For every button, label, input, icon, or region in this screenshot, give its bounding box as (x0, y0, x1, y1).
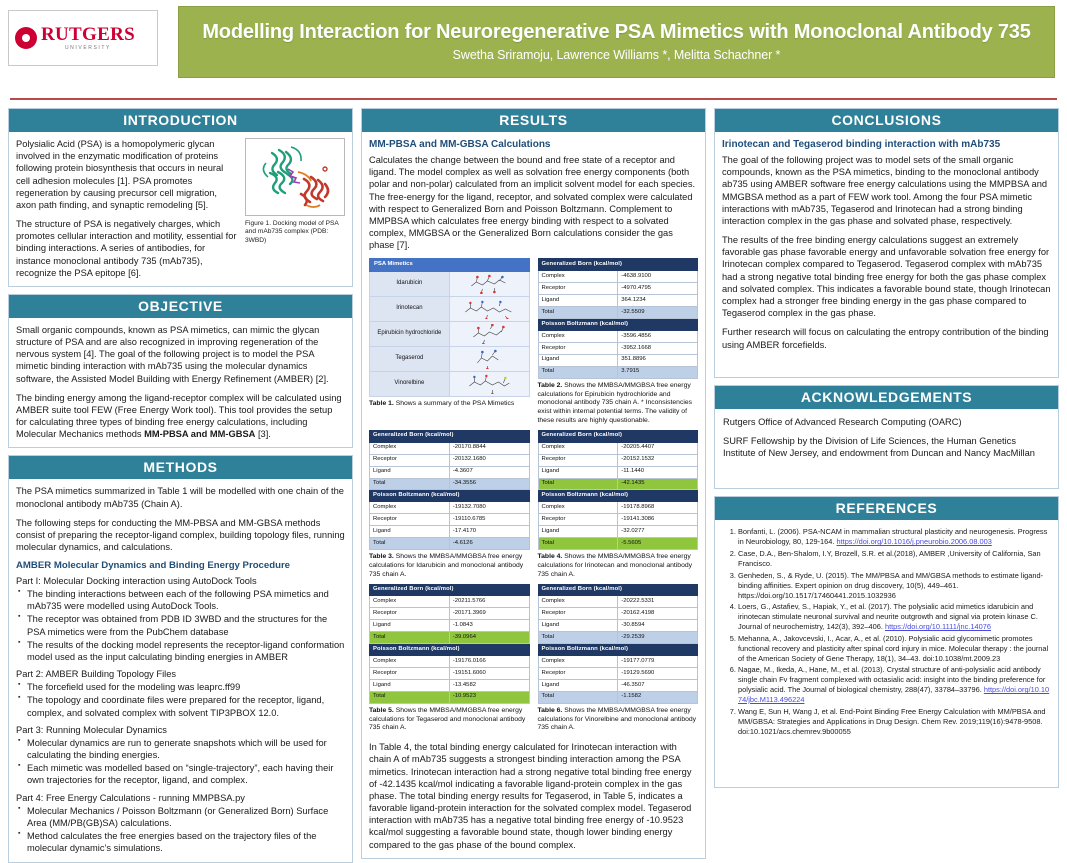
conclusions-paragraph-3: Further research will focus on calculating the entropy contribution of the binding using AMBER forcefields. (722, 327, 1049, 350)
reference-text: Mehanna, A., Jakovcevski, I., Acar, A., et al. (2010). Polysialic acid glycomimetic promotes functional recovery and plasticity after spinal cord injury in mice. Molecular therapy : the journal of the American Society of Gene Therapy, 18(1), 34–43. doi:10.1038/mt.2009.23 (738, 633, 1049, 663)
objective-heading: OBJECTIVE (9, 295, 352, 318)
table-6-caption-label: Table 6. (537, 706, 563, 714)
row-label: Complex (538, 596, 618, 608)
table-row-total (370, 691, 530, 703)
row-value: -5.5605 (618, 538, 698, 550)
objective-paragraph-1: Small organic compounds, known as PSA mimetics, can mimic the glycan structure of PSA and are also recognized in improving regeneration of the nervous system [4]. The goal of the following project is to model the PSA mimetic binding interaction with mAb735 using the molecular dynamics software, the Assisted Model Building with Energy Refinement (AMBER) [2]. (16, 324, 329, 384)
table-row (538, 526, 698, 538)
list-item: ▪ The binding interactions between each of the following PSA mimetics and mAb735 were modelled using AutoDock Tools. (16, 588, 345, 612)
table-row (538, 454, 698, 466)
list-item: ▪ The results of the docking model represents the receptor-ligand conformation model used as the input calculating binding energies in AMBER (16, 639, 345, 663)
table-row-total (538, 307, 698, 319)
logo-wordmark: RUTGERS (41, 24, 135, 45)
row-label: Ligand (538, 466, 618, 478)
row-value: 3.7915 (618, 366, 698, 378)
table-row (370, 454, 530, 466)
table-row (538, 354, 698, 366)
poster-header (0, 0, 1067, 92)
row-label: Ligand (370, 679, 450, 691)
table-6-wrapper (538, 584, 699, 734)
conclusions-subheading: Irinotecan and Tegaserod binding interaction with mAb735 (722, 139, 1001, 150)
results-closing-paragraph: In Table 4, the total binding energy calculated for Irinotecan interaction with chain A of mAb735 suggests a strongest binding interaction among the PSA mimetics. Irinotecan interaction had a strong negative total binding free energy of -42.1435 kcal/mol indicating a favorable ligand-protein complex in the gas phase. The total binding energy results for Tegaserod, in Table 5, indicates a favorable ligand-protein interaction for the solvated complex model. Tegaserod interaction with mAb735 has a negative total binding free energy of -10.9523 kcal/mol suggesting a favorable bound state, though lower binding energy compared to the gas phase of the bound complex. (369, 742, 692, 850)
list-item (738, 602, 1050, 632)
molecule-icon (452, 374, 527, 394)
table-3-caption-label: Table 3. (369, 553, 394, 561)
table-2-caption-label: Table 2. (537, 381, 563, 389)
table-row (370, 679, 530, 691)
row-value: -20171.3969 (449, 608, 529, 620)
row-value: -17.4170 (449, 526, 529, 538)
row-value: -46.3507 (618, 679, 698, 691)
table-6-pb-header: Poisson Boltzmann (kcal/mol) (538, 644, 698, 656)
reference-link[interactable]: https://doi.org/10.1016/j.pneurobio.2006.08.003 (836, 537, 992, 547)
methods-part-2-label: Part 2: AMBER Building Topology Files (16, 669, 177, 680)
row-value: -20205.4407 (618, 442, 698, 454)
table-6-caption-text: Shows the MMBSA/MMGBSA free energy calculations for Vinorelbine and monoclonal antibody 735 chain A. (537, 706, 697, 732)
table-row (370, 526, 530, 538)
reference-text: Nagae, M., Ikeda, A., Hane, M., et al. (2013). Crystal structure of anti-polysialic acid antibody single chain Fv fragment complexed with octasialic acid: insight into the binding preference for polysialic acid. The Journal of biological chemistry, 288(47), 33784–33796. (738, 665, 1046, 695)
table-4-pb-header: Poisson Boltzmann (kcal/mol) (538, 490, 698, 502)
table-5-caption-text: Shows the MMBSA/MMGBSA free energy calculations for Tegaserod and monoclonal antibody 735 chain A. (369, 706, 526, 732)
list-item (738, 634, 1050, 664)
table-3-pb-header: Poisson Boltzmann (kcal/mol) (370, 490, 530, 502)
row-label: Total (370, 691, 450, 703)
introduction-paragraph-1: Polysialic Acid (PSA) is a homopolymeric glycan involved in the enzymatic modification of proteins following protein biosynthesis that occurs in neural cell adhesion molecules [1]. PSA promotes regeneration by causing precursor cell migration, axon path finding, and synaptic remodeling [5]. (16, 139, 224, 210)
conclusions-paragraph-1: The goal of the following project was to model sets of the small organic compounds, known as the PSA mimetics, binding to the monoclonal antibody ab735 using AMBER software free energy calculations using the MMPBSA and MMGBSA method as a part of FEW work tool. Among the four PSA mimetic interactions with mAb735, Tegaserod and Irinotecan had a strong binding interaction complex in the gas phase and solvated phase, respectively. (722, 155, 1048, 226)
row-label: Complex (538, 656, 618, 668)
row-label: Total (538, 307, 618, 319)
table-1-caption (369, 400, 530, 409)
table-row (370, 608, 530, 620)
list-item (738, 527, 1050, 547)
table-row (538, 679, 698, 691)
row-value: -32.5509 (618, 307, 698, 319)
mimetic-structure (449, 372, 529, 397)
title-banner (178, 6, 1055, 78)
table-2-gb-header: Generalized Born (kcal/mol) (538, 259, 698, 271)
list-item: ▪ Molecular Mechanics / Poisson Boltzmann (or Generalized Born) Surface Area (MM/PB(GB)SA) calculations. (16, 805, 345, 829)
table-row (538, 620, 698, 632)
introduction-paragraph-2: The structure of PSA is negatively charges, which promotes cellular interaction and motility, essential for binding interactions. A series of antibodies, for instance monoclonal antibody 735 (mAb735), recognize the PSA epitope [6]. (16, 219, 237, 278)
row-label: Complex (370, 502, 450, 514)
table-row (370, 656, 530, 668)
poster-columns (0, 100, 1067, 854)
row-value: -11.1440 (618, 466, 698, 478)
figure-1-image (245, 138, 345, 216)
molecule-icon (452, 299, 527, 319)
table-row (538, 667, 698, 679)
row-label: Ligand (538, 295, 618, 307)
row-value: -19178.8968 (618, 502, 698, 514)
row-label: Total (370, 632, 450, 644)
list-item: ▪ Molecular dynamics are run to generate snapshots which will be used for calculating the binding energies. (16, 737, 345, 761)
mimetic-structure (449, 347, 529, 372)
table-1-caption-text: Shows a summary of the PSA Mimetics (393, 400, 515, 408)
row-value: -20211.5766 (449, 596, 529, 608)
table-row (538, 283, 698, 295)
section-objective (8, 294, 353, 449)
conclusions-paragraph-2: The results of the free binding energy calculations suggest an extremely favorable gas phase favorable energy and unfavorable solvation free energy for Irinotecan complex compared to Tegaserod. Tegaserod complex with mAb735 had a strong negative total binding free energy for both the gas phase complex and solvated complex. This indicates a favorable bound state, though Irinotecan complex had a stronger free binding energy in the gas phase compared to Tegaserod complex in the gas phase. (722, 235, 1051, 319)
results-table-row-3 (369, 584, 698, 734)
row-value: -4.3607 (449, 466, 529, 478)
table-row (370, 502, 530, 514)
mimetic-name: Idarubicin (370, 272, 450, 297)
methods-paragraph-1: The PSA mimetics summarized in Table 1 will be modelled with one chain of the monoclonal antibody mAb735 (Chain A). (16, 486, 344, 509)
table-3-gb-header: Generalized Born (kcal/mol) (370, 430, 530, 442)
list-item: ▪ Each mimetic was modelled based on “single-trajectory”, each having their own trajectories for the receptor, ligand, and complex. (16, 762, 345, 786)
reference-text: Loers, G., Astafiev, S., Hapiak, Y., et al. (2017). The polysialic acid mimetics idarubicin and irinotecan stimulate neuronal survival and neurite outgrowth and signal via protein kinase C. Journal of neurochemistry, 142(3), 392–406. (738, 602, 1038, 632)
objective-p2-part-a: The binding energy among the ligand-receptor complex will be calculated using AMBER suite tool FEW (Free Energy Work tool). This tool provides the setup for calculating three types of binding free energy calculations, including Molecular Mechanics methods (16, 392, 342, 440)
mimetic-name: Tegaserod (370, 347, 450, 372)
table-row (370, 514, 530, 526)
row-label: Receptor (538, 608, 618, 620)
methods-part-2-bullets (16, 681, 345, 719)
row-label: Ligand (538, 679, 618, 691)
results-intro-paragraph: Calculates the change between the bound and free state of a receptor and ligand. The model complex as well as solvation free energy components (both polar and non-polar) calculated from an implicit solvent model for each species. The free-energy for the ligand, receptor, and solvated complex were calculated with respect to Generalized Born and Poisson Boltzmann. Complement to MMPBSA which calculates free energy binding with respect to a solvated complex, MMGBSA or the Generalized Born calculations consider the gas phase [7]. (369, 155, 696, 251)
table-2-pb-header: Poisson Boltzmann (kcal/mol) (538, 319, 698, 331)
mimetic-name: Epirubicin hydrochloride (370, 322, 450, 347)
reference-text: Genheden, S., & Ryde, U. (2015). The MM/PBSA and MM/GBSA methods to estimate ligand-binding affinities. Expert opinion on drug discovery, 10(5), 449–461. https://doi.org/10.1517/17460441.2015.1032936 (738, 570, 1044, 600)
methods-heading: METHODS (9, 456, 352, 479)
row-value: -3952.1668 (618, 342, 698, 354)
row-value: -34.3556 (449, 478, 529, 490)
list-item (738, 707, 1050, 737)
table-row-total (370, 538, 530, 550)
figure-1 (245, 138, 345, 279)
row-value: -29.2539 (618, 632, 698, 644)
results-table-row-1 (369, 258, 698, 425)
row-label: Complex (370, 596, 450, 608)
row-label: Ligand (370, 526, 450, 538)
table-irinotecan-energies (538, 430, 699, 550)
table-6-caption (538, 707, 699, 733)
table-5-pb-header: Poisson Boltzmann (kcal/mol) (370, 644, 530, 656)
results-heading: RESULTS (362, 109, 705, 132)
section-methods (8, 455, 353, 863)
row-value: -20170.8844 (449, 442, 529, 454)
row-value: -19141.3086 (618, 514, 698, 526)
row-value: -10.9523 (449, 691, 529, 703)
row-value: -20222.5331 (618, 596, 698, 608)
table-2-caption-text: Shows the MMBSA/MMGBSA free energy calculations for Epirubicin hydrochloride and monoclonal antibody 735 chain A. * Inconsistencies exist within internal potential terms. The validity of these results are highly questionable. (537, 381, 693, 424)
row-label: Total (538, 366, 618, 378)
table-row (370, 596, 530, 608)
table-row-total (538, 538, 698, 550)
list-item: ▪ The receptor was obtained from PDB ID 3WBD and the structures for the PSA mimetics were from the PubChem database (16, 613, 345, 637)
reference-text: Bonfanti, L. (2006). PSA-NCAM in mammalian structural plasticity and neurogenesis. Progress in Neurobiology, 80, 129-164. (738, 527, 1048, 547)
row-value: -4638.9100 (618, 271, 698, 283)
section-references (714, 496, 1059, 788)
reference-text: Wang E, Sun H, Wang J, et al. End-Point Binding Free Energy Calculation with MM/PBSA and MM/GBSA: Strategies and Applications in Drug Design. Chem Rev. 2019;119(16):9478-9508. doi:10.1021/acs.chemrev.9b00055 (738, 706, 1046, 736)
table-row (370, 466, 530, 478)
table-1-caption-label: Table 1. (369, 400, 394, 408)
page-title: Modelling Interaction for Neuroregenerative PSA Mimetics with Monoclonal Antibody 735 (202, 21, 1031, 43)
acknowledgements-paragraph-2: SURF Fellowship by the Division of Life Sciences, the Human Genetics Institute of New Jersey, and endowment from Duncan and Nancy MacMillan (723, 435, 1035, 459)
table-4-wrapper (538, 430, 699, 580)
table-row (370, 347, 530, 372)
table-psa-mimetics (369, 258, 530, 397)
molecule-icon (452, 324, 527, 344)
row-value: -39.0964 (449, 632, 529, 644)
table-row (370, 272, 530, 297)
row-value: 364.1234 (618, 295, 698, 307)
row-label: Receptor (370, 454, 450, 466)
section-introduction (8, 108, 353, 287)
table-row (538, 514, 698, 526)
row-label: Receptor (370, 667, 450, 679)
row-label: Ligand (538, 620, 618, 632)
row-label: Receptor (370, 514, 450, 526)
acknowledgements-heading: ACKNOWLEDGEMENTS (715, 386, 1058, 409)
table-row (538, 295, 698, 307)
row-label: Total (538, 691, 618, 703)
row-value: -20152.1532 (618, 454, 698, 466)
section-conclusions (714, 108, 1059, 378)
table-tegaserod-energies (369, 584, 530, 704)
row-label: Complex (538, 442, 618, 454)
table-row-total (538, 632, 698, 644)
row-value: -1.1582 (618, 691, 698, 703)
row-value: -19129.5690 (618, 667, 698, 679)
table-row (538, 271, 698, 283)
row-label: Ligand (538, 354, 618, 366)
methods-part-1-bullets (16, 588, 345, 663)
mimetic-name: Irinotecan (370, 297, 450, 322)
row-label: Total (538, 538, 618, 550)
table-5-caption-label: Table 5. (369, 706, 394, 714)
table-4-caption (538, 553, 699, 579)
table-row-total (370, 478, 530, 490)
table-4-caption-label: Table 4. (537, 553, 563, 561)
list-item (738, 549, 1050, 569)
table-1-header: PSA Mimetics (370, 259, 530, 272)
table-row (538, 342, 698, 354)
table-row (538, 656, 698, 668)
molecule-icon (452, 349, 527, 369)
row-value: -32.0277 (618, 526, 698, 538)
references-heading: REFERENCES (715, 497, 1058, 520)
figure-1-caption: Figure 1. Docking model of PSA and mAb735 complex (PDB: 3WBD) (245, 220, 339, 244)
table-2-wrapper (538, 258, 699, 425)
table-3-wrapper (369, 430, 530, 580)
row-label: Receptor (538, 667, 618, 679)
row-value: -4970.4795 (618, 283, 698, 295)
column-right (714, 108, 1059, 788)
row-value: -30.8594 (618, 620, 698, 632)
results-subheading: MM-PBSA and MM-GBSA Calculations (369, 139, 551, 150)
methods-part-3-bullets (16, 737, 345, 787)
list-item: ▪ The forcefield used for the modeling was leaprc.ff99 (16, 681, 345, 693)
molecule-icon (452, 274, 527, 294)
row-value: -3596.4856 (618, 331, 698, 343)
row-label: Ligand (538, 526, 618, 538)
mimetic-structure (449, 297, 529, 322)
row-label: Total (538, 632, 618, 644)
column-left (8, 108, 353, 854)
table-4-gb-header: Generalized Born (kcal/mol) (538, 430, 698, 442)
table-row (370, 620, 530, 632)
row-value: -19176.0166 (449, 656, 529, 668)
table-idarubicin-energies (369, 430, 530, 550)
acknowledgements-paragraph-1: Rutgers Office of Advanced Research Computing (OARC) (723, 416, 962, 427)
section-acknowledgements (714, 385, 1059, 490)
objective-p2-bold: MM-PBSA and MM-GBSA (144, 429, 256, 440)
mimetic-structure (449, 272, 529, 297)
reference-link[interactable]: https://doi.org/10.1074/jbc.M113.496224 (738, 685, 1050, 704)
row-value: -4.6126 (449, 538, 529, 550)
table-row-total (538, 691, 698, 703)
table-row (370, 297, 530, 322)
reference-link[interactable]: https://doi.org/10.1111/jnc.14076 (884, 622, 991, 632)
row-label: Complex (538, 331, 618, 343)
table-6-gb-header: Generalized Born (kcal/mol) (538, 584, 698, 596)
table-row (538, 466, 698, 478)
objective-paragraph-2 (16, 392, 345, 441)
table-row (370, 322, 530, 347)
column-middle (361, 108, 706, 850)
table-row (538, 502, 698, 514)
table-5-caption (369, 707, 530, 733)
methods-part-3-label: Part 3: Running Molecular Dynamics (16, 724, 167, 735)
list-item (738, 665, 1050, 704)
list-item: ▪ Method calculates the free energies based on the trajectory files of the molecular dynamic’s simulations. (16, 830, 345, 854)
table-2-caption (538, 382, 699, 426)
table-row (538, 331, 698, 343)
row-value: -1.0843 (449, 620, 529, 632)
reference-text: Case, D.A., Ben-Shalom, I.Y, Brozell, S.R. et al.(2018), AMBER ,University of California, San Francisco. (738, 549, 1041, 568)
row-value: -20132.1680 (449, 454, 529, 466)
table-5-gb-header: Generalized Born (kcal/mol) (370, 584, 530, 596)
methods-part-1-label: Part I: Molecular Docking interaction using AutoDock Tools (16, 575, 257, 586)
mimetic-structure (449, 322, 529, 347)
methods-part-4-label: Part 4: Free Energy Calculations - running MMPBSA.py (16, 792, 245, 803)
table-row (538, 608, 698, 620)
row-label: Total (370, 538, 450, 550)
table-vinorelbine-energies (538, 584, 699, 704)
list-item: ▪ The topology and coordinate files were prepared for the receptor, ligand, complex, and solvated complex with solvent TIP3PBOX 12.0. (16, 694, 345, 718)
results-table-row-2 (369, 430, 698, 580)
table-row-total (538, 478, 698, 490)
rutgers-logo (8, 10, 158, 66)
row-label: Complex (370, 442, 450, 454)
table-3-caption-text: Shows the MMBSA/MMGBSA free energy calculations for Idarubicin and monoclonal antibody 735 chain A. (369, 553, 524, 578)
table-epirubicin-energies (538, 258, 699, 378)
row-label: Complex (538, 502, 618, 514)
logo-subtext: UNIVERSITY (64, 45, 111, 51)
author-list: Swetha Sriramoju, Lawrence Williams *, Melitta Schachner * (452, 48, 781, 62)
table-row (538, 596, 698, 608)
row-value: -20162.4198 (618, 608, 698, 620)
row-value: -42.1435 (618, 478, 698, 490)
row-label: Receptor (538, 342, 618, 354)
rutgers-shield-icon (15, 27, 37, 49)
methods-part-4-bullets (16, 805, 345, 855)
table-4-caption-text: Shows the MMBSA/MMGBSA free energy calculations for Irinotecan and monoclonal antibody 735 chain A. (537, 553, 693, 578)
row-value: -19110.6785 (449, 514, 529, 526)
objective-p2-part-b: [3]. (255, 429, 271, 440)
row-label: Receptor (370, 608, 450, 620)
section-results (361, 108, 706, 859)
row-label: Receptor (538, 454, 618, 466)
table-row (370, 372, 530, 397)
table-row-total (370, 632, 530, 644)
table-row (370, 442, 530, 454)
row-label: Receptor (538, 283, 618, 295)
row-label: Receptor (538, 514, 618, 526)
table-3-caption (369, 553, 530, 579)
row-label: Complex (370, 656, 450, 668)
table-1-wrapper (369, 258, 530, 425)
list-item (738, 571, 1050, 601)
row-label: Complex (538, 271, 618, 283)
row-label: Total (538, 478, 618, 490)
row-label: Ligand (370, 466, 450, 478)
reference-list (723, 527, 1050, 736)
row-value: 351.8896 (618, 354, 698, 366)
mimetic-name: Vinorelbine (370, 372, 450, 397)
methods-procedure-heading: AMBER Molecular Dynamics and Binding Energy Procedure (16, 560, 291, 572)
row-value: -19151.6060 (449, 667, 529, 679)
conclusions-heading: CONCLUSIONS (715, 109, 1058, 132)
table-row-total (538, 366, 698, 378)
row-value: -19132.7080 (449, 502, 529, 514)
table-5-wrapper (369, 584, 530, 734)
row-value: -19177.0779 (618, 656, 698, 668)
row-label: Ligand (370, 620, 450, 632)
row-value: -13.4582 (449, 679, 529, 691)
docking-model-icon (246, 139, 345, 216)
introduction-heading: INTRODUCTION (9, 109, 352, 132)
methods-paragraph-2: The following steps for conducting the MM-PBSA and MM-GBSA methods consist of preparing the receptor-ligand complex, building topology files, running molecular dynamics, and calculations. (16, 517, 345, 553)
table-row (370, 667, 530, 679)
row-label: Total (370, 478, 450, 490)
table-row (538, 442, 698, 454)
